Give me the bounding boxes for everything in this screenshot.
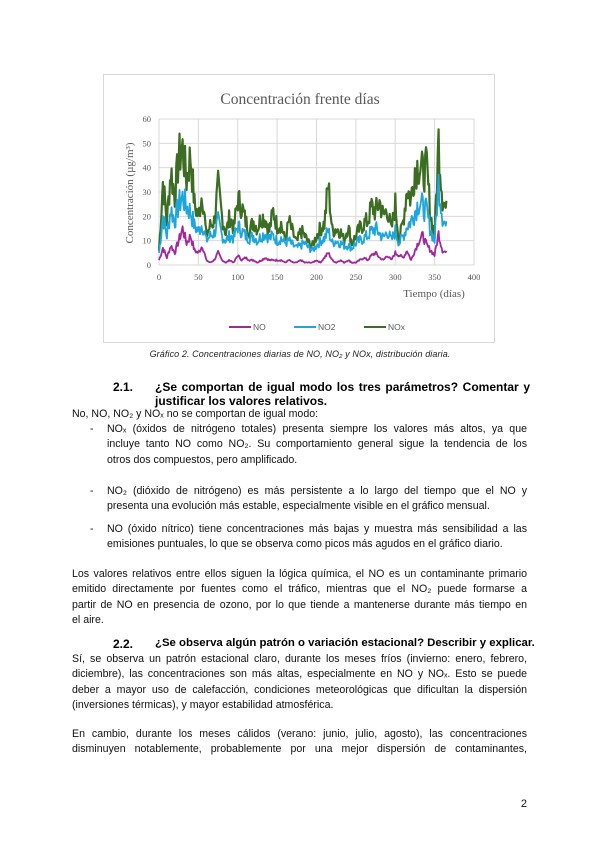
legend-label: NO2 — [318, 322, 336, 332]
section-2-2-paragraph-1: Sí, se observa un patrón estacional claro, durante los meses fríos (invierno: enero, febrero, diciembre), las concentraciones son más altas, especialmente en NO y NOₓ. Esto se puede deber a mayor uso de calefacción, condiciones meteorológicas que dificultan la dispersión (inversiones térmicas), y mayor estabilidad atmosférica. — [72, 653, 527, 711]
section-2-1-paragraph: Los valores relativos entre ellos siguen la lógica química, el NO es un contaminante primario emitido directamente por fuentes como el tráfico, mientras que el NO₂ puede formarse a partir de NO en presencia de ozono, por lo que tiende a mantenerse durante más tiempo en el aire. — [72, 568, 527, 626]
section-number: 2.1. — [113, 380, 134, 394]
section-2-1-intro: No, NO, NO₂ y NOₓ no se comportan de igual modo: — [72, 408, 319, 420]
svg-text:300: 300 — [388, 272, 402, 282]
chart-legend — [229, 322, 406, 332]
x-axis-label: Tiempo (días) — [403, 288, 465, 300]
chart-series — [159, 129, 446, 263]
svg-text:100: 100 — [231, 272, 245, 282]
svg-text:30: 30 — [142, 187, 151, 197]
svg-text:50: 50 — [142, 138, 151, 149]
svg-text:250: 250 — [349, 272, 363, 282]
section-title: ¿Se observa algún patrón o variación estacional? Describir y explicar. — [155, 637, 535, 649]
y-axis-ticks — [143, 114, 152, 270]
chart-title: Concentración frente días — [220, 91, 380, 108]
svg-text:0: 0 — [146, 260, 151, 270]
svg-text:150: 150 — [270, 272, 284, 282]
line-chart — [103, 74, 495, 343]
svg-text:60: 60 — [142, 114, 151, 124]
svg-text:0: 0 — [156, 272, 162, 282]
svg-text:10: 10 — [142, 235, 151, 246]
svg-text:50: 50 — [194, 272, 203, 282]
svg-text:20: 20 — [142, 211, 151, 222]
legend-label: NO — [253, 322, 266, 332]
svg-text:200: 200 — [310, 272, 323, 282]
section-2-2-paragraph-2: En cambio, durante los meses cálidos (verano: junio, julio, agosto), las concentraciones disminuyen notablemente, probablemente por una mejor dispersión de contaminantes, — [72, 728, 527, 756]
section-title-line-1: ¿Se comportan de igual modo los tres parámetros? Comentar y — [155, 380, 530, 394]
legend-label: NOx — [388, 322, 405, 332]
svg-text:400: 400 — [467, 272, 481, 282]
svg-text:40: 40 — [142, 162, 151, 173]
document-page: Concentración frente días 0 10 20 30 40 50 60 0 50 100 150 200 250 300 350 400 Concentración (µg/m³) Tiempo (días) NO NO2 NOx Gráfico 2. Concentraciones diarias de NO, NO₂ y NOx, distribución diaria. 2.1. ¿Se comportan de igual modo los tres parámetros? Comentar y justificar los valores relativos. No, NO, NO₂ y NOₓ no se comportan de igual modo: - NOₓ (óxidos de nitrógeno totales) presenta siempre los valores más altos, ya que incluye tanto NO como NO₂. Su comportamiento general sigue la tendencia de los otros dos compuestos, pero amplificado. - NO₂ (dióxido de nitrógeno) es más persistente a lo largo del tiempo que el NO y presenta una evolución más estable, especialmente visible en el gráfico mensual. - NO (óxido nítrico) tiene concentraciones más bajas y muestra más sensibilidad a las emisiones puntuales, lo que se observa como picos más agudos en el gráfico diario. Los valores relativos entre ellos siguen la lógica química, el NO es un contaminante primario emitido directamente por fuentes como el tráfico, mientras que el NO₂ puede formarse a partir de NO en presencia de ozono, por lo que tiende a mantenerse durante más tiempo en el aire. 2.2. ¿Se observa algún patrón o variación estacional? Describir y explicar. Sí, se observa un patrón estacional claro, durante los meses fríos (invierno: enero, febrero, diciembre), las concentraciones son más altas, especialmente en NO y NOₓ. Esto se puede deber a mayor uso de calefacción, condiciones meteorológicas que dificultan la dispersión (inversiones térmicas), y mayor estabilidad atmosférica. En cambio, durante los meses cálidos (verano: junio, julio, agosto), las concentraciones disminuyen notablemente, probablemente por una mejor dispersión de contaminantes, 2 — [0, 0, 600, 848]
section-number: 2.2. — [113, 637, 134, 651]
section-title-line-2: justificar los valores relativos. — [155, 394, 328, 408]
page-number: 2 — [520, 798, 527, 810]
chart-canvas — [104, 75, 496, 344]
figure-caption: Gráfico 2. Concentraciones diarias de NO, NO₂ y NOx, distribución diaria. — [149, 349, 451, 359]
y-axis-label: Concentración (µg/m³) — [124, 142, 136, 244]
x-axis-ticks — [157, 272, 481, 282]
svg-text:350: 350 — [428, 272, 441, 282]
